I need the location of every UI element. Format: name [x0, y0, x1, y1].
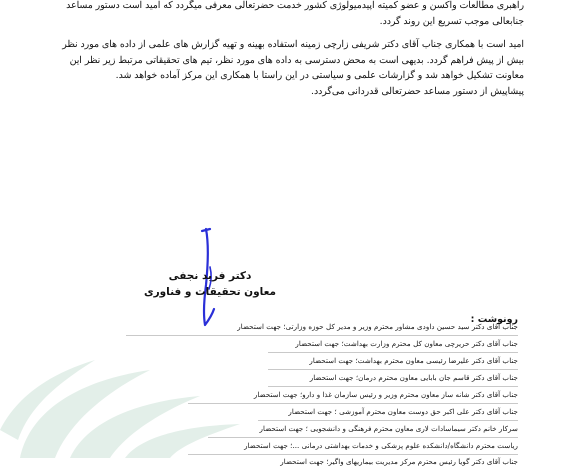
cc-line: جناب آقای دکتر گویا رئیس محترم مرکز مدیریت بیماریهای واگیر؛ جهت استحضار: [280, 457, 518, 466]
body-line: جنابعالی موجب تسریع این روند گردد.: [379, 15, 524, 27]
body-line: پیشاپیش از دستور مساعد حضرتعالی قدردانی می‌گردد.: [311, 85, 524, 97]
signatory-block: [140, 268, 280, 300]
letter-body: [54, 0, 524, 100]
cc-line: جناب آقای دکتر سید حسین داودی مشاور محترم وزیر و مدیر کل حوزه وزارتی؛ جهت استحضار: [237, 322, 518, 331]
cc-divider: [268, 386, 518, 387]
cc-divider: [208, 437, 518, 438]
watermark-logo: [0, 340, 260, 458]
cc-line: سرکار خانم دکتر سیماسادات لاری معاون محترم فرهنگی و دانشجویی ؛ جهت استحضار: [259, 424, 518, 433]
cc-heading: رونوشت :: [470, 314, 518, 325]
body-line: امید است با همکاری جناب آقای دکتر شریفی زارچی زمینه استفاده بهینه و تهیه گزارش های علمی از داده های مورد نظر: [62, 39, 524, 51]
body-line: معاونت تشکیل خواهد شد و گزارشات علمی و سیاستی در این راستا با همکاری این مرکز آماده خواهد شد.: [115, 70, 524, 82]
body-line: راهبری مطالعات واکسن و عضو کمیته اپیدمیولوژی کشور خدمت حضرتعالی معرفی میگردد که امید است دستور مساعد: [66, 0, 524, 11]
cc-line: جناب آقای دکتر شانه ساز معاون محترم وزیر و رئیس سازمان غذا و دارو؛ جهت استحضار: [253, 390, 518, 399]
cc-line: ریاست محترم دانشگاه/دانشکده علوم پزشکی و خدمات بهداشتی درمانی ...؛ جهت استحضار: [244, 441, 518, 450]
cc-divider: [188, 454, 518, 455]
cc-divider: [258, 420, 518, 421]
cc-line: جناب آقای دکتر علی اکبر حق دوست معاون محترم آموزشی ؛ جهت استحضار: [288, 407, 518, 416]
signatory-name: دکتر فرید نجفی: [168, 270, 252, 282]
signatory-title: معاون تحقیقات و فناوری: [143, 286, 277, 298]
cc-divider: [268, 352, 518, 353]
cc-line: جناب آقای دکتر حریرچی معاون کل محترم وزارت بهداشت؛ جهت استحضار: [295, 339, 518, 348]
cc-line: جناب آقای دکتر علیرضا رئیسی معاون محترم بهداشت؛ جهت استحضار: [309, 356, 518, 365]
body-line: بیش از پیش فراهم گردد. بدیهی است به محض دسترسی به داده های مورد نظر، تیم های تحقیقاتی مرتبط زیر نظر این: [69, 54, 524, 66]
cc-divider: [268, 369, 518, 370]
cc-divider: [126, 335, 518, 336]
cc-divider: [188, 403, 518, 404]
cc-line: جناب آقای دکتر قاسم جان بابایی معاون محترم درمان؛ جهت استحضار: [309, 373, 518, 382]
